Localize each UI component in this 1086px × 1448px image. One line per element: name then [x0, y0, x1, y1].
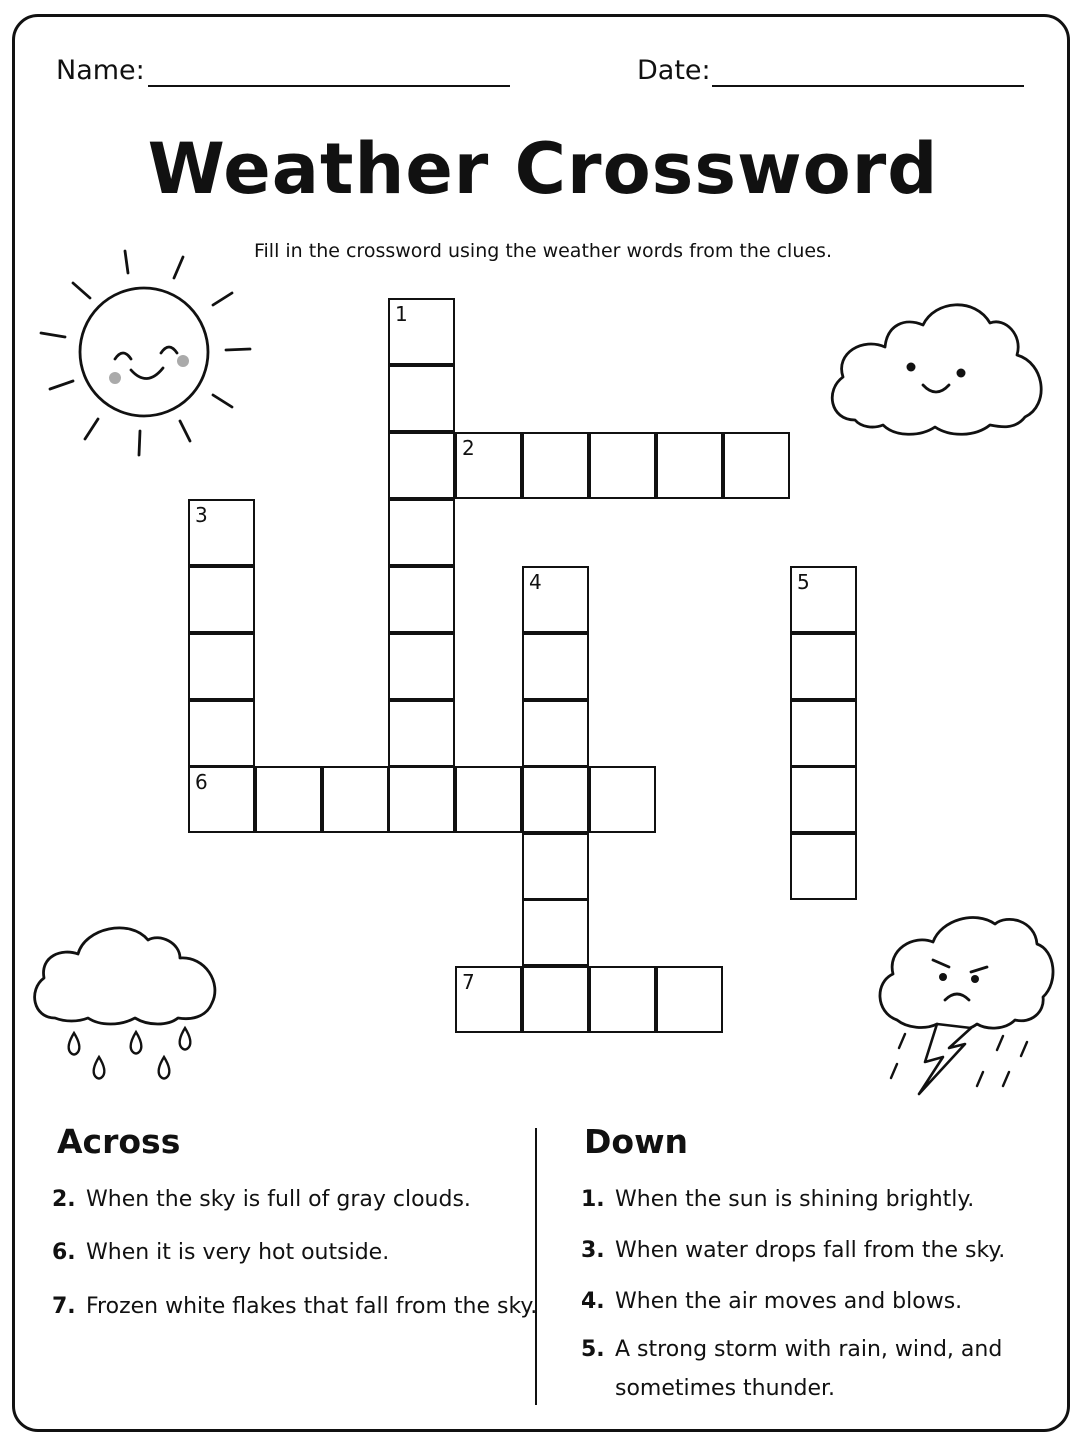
- clue-number: 3: [195, 503, 208, 527]
- clue-number: 2: [462, 436, 475, 460]
- name-field[interactable]: [148, 85, 510, 87]
- down-clue: [581, 1289, 962, 1314]
- crossword-cell[interactable]: [790, 633, 857, 700]
- crossword-cell[interactable]: [388, 700, 455, 767]
- crossword-cell[interactable]: [723, 432, 790, 499]
- crossword-cell[interactable]: [790, 566, 857, 633]
- clue-number: 1: [395, 302, 408, 326]
- cloud-icon: [825, 295, 1047, 440]
- crossword-cell[interactable]: [188, 700, 255, 767]
- crossword-cell[interactable]: [522, 700, 589, 767]
- crossword-cell[interactable]: [455, 432, 522, 499]
- clue-text: A strong storm with rain, wind, and: [615, 1337, 1003, 1362]
- date-field[interactable]: [712, 85, 1024, 87]
- crossword-cell[interactable]: [790, 833, 857, 900]
- crossword-cell[interactable]: [522, 833, 589, 900]
- rain-cloud-icon: [30, 918, 220, 1088]
- column-divider: [535, 1128, 537, 1405]
- crossword-cell[interactable]: [388, 499, 455, 566]
- page-title: Weather Crossword: [147, 128, 939, 210]
- clue-number: 7: [462, 970, 475, 994]
- crossword-cell[interactable]: [455, 966, 522, 1033]
- across-heading: Across: [57, 1122, 181, 1161]
- clue-number: 4: [529, 570, 542, 594]
- down-heading: Down: [584, 1122, 689, 1161]
- instructions: Fill in the crossword using the weather words from the clues.: [253, 240, 832, 262]
- crossword-cell[interactable]: [790, 766, 857, 833]
- crossword-cell[interactable]: [522, 766, 589, 833]
- across-clue: [52, 1294, 537, 1319]
- crossword-cell[interactable]: [522, 633, 589, 700]
- crossword-cell[interactable]: [455, 766, 522, 833]
- clue-num: 5.: [581, 1337, 605, 1362]
- clue-num: 3.: [581, 1238, 605, 1263]
- down-clue-continuation: sometimes thunder.: [615, 1376, 836, 1401]
- clue-num: 4.: [581, 1289, 605, 1314]
- crossword-cell[interactable]: [255, 766, 322, 833]
- down-clue: [581, 1337, 1002, 1362]
- clue-text: Frozen white flakes that fall from the sky.: [86, 1294, 538, 1319]
- storm-cloud-icon: [875, 912, 1057, 1097]
- clue-num: 7.: [52, 1294, 76, 1319]
- crossword-cell[interactable]: [188, 766, 255, 833]
- crossword-cell[interactable]: [388, 566, 455, 633]
- clue-text: When it is very hot outside.: [86, 1240, 390, 1265]
- down-clue: [581, 1238, 1005, 1263]
- crossword-cell[interactable]: [589, 766, 656, 833]
- across-clue: [52, 1187, 471, 1212]
- crossword-cell[interactable]: [388, 298, 455, 365]
- clue-text: When the air moves and blows.: [615, 1289, 963, 1314]
- across-clue: [52, 1240, 389, 1265]
- crossword-cell[interactable]: [188, 499, 255, 566]
- clue-number: 6: [195, 770, 208, 794]
- crossword-cell[interactable]: [656, 432, 723, 499]
- clue-num: 6.: [52, 1240, 76, 1265]
- clue-text: When the sun is shining brightly.: [615, 1187, 975, 1212]
- crossword-cell[interactable]: [522, 899, 589, 966]
- down-clue: [581, 1187, 974, 1212]
- crossword-cell[interactable]: [388, 432, 455, 499]
- name-label: Name:: [56, 55, 145, 86]
- crossword-cell[interactable]: [790, 700, 857, 767]
- crossword-cell[interactable]: [522, 566, 589, 633]
- crossword-cell[interactable]: [589, 966, 656, 1033]
- crossword-cell[interactable]: [388, 766, 455, 833]
- crossword-cell[interactable]: [589, 432, 656, 499]
- crossword-cell[interactable]: [388, 365, 455, 432]
- clue-num: 2.: [52, 1187, 76, 1212]
- crossword-cell[interactable]: [522, 966, 589, 1033]
- crossword-cell[interactable]: [322, 766, 389, 833]
- crossword-cell[interactable]: [522, 432, 589, 499]
- date-label: Date:: [637, 55, 711, 86]
- clue-number: 5: [797, 570, 810, 594]
- clue-text: When the sky is full of gray clouds.: [86, 1187, 471, 1212]
- crossword-cell[interactable]: [388, 633, 455, 700]
- crossword-cell[interactable]: [188, 566, 255, 633]
- sun-icon: [35, 245, 255, 460]
- crossword-cell[interactable]: [656, 966, 723, 1033]
- crossword-cell[interactable]: [188, 633, 255, 700]
- clue-num: 1.: [581, 1187, 605, 1212]
- clue-text: When water drops fall from the sky.: [615, 1238, 1006, 1263]
